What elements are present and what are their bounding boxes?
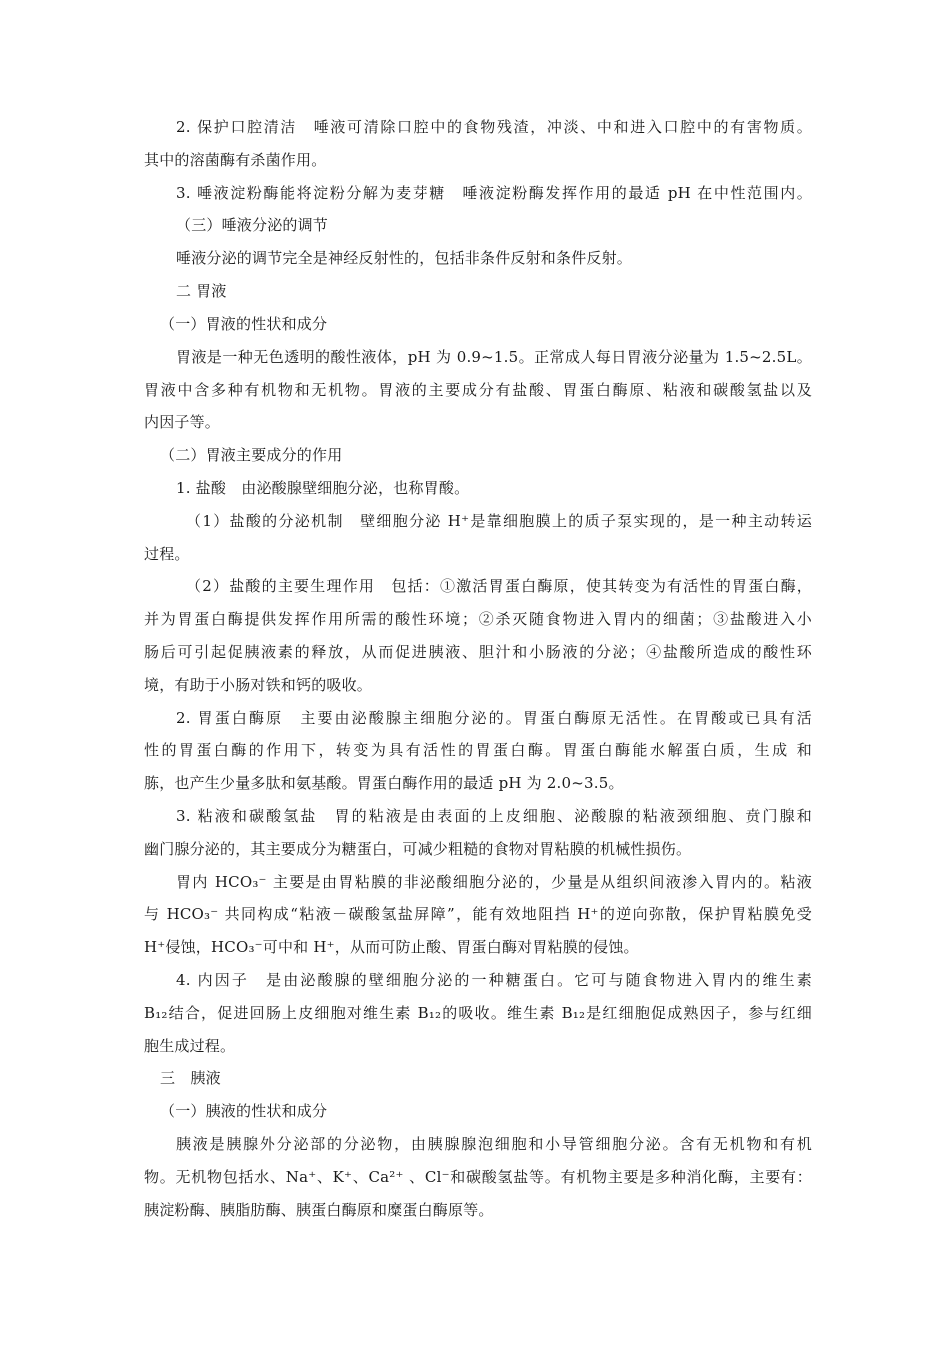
paragraph-line: 2. 胃蛋白酶原 主要由泌酸腺主细胞分泌的。胃蛋白酶原无活性。在胃酸或已具有活 <box>176 709 812 727</box>
paragraph-line: 3. 粘液和碳酸氢盐 胃的粘液是由表面的上皮细胞、泌酸腺的粘液颈细胞、贲门腺和 <box>176 807 812 825</box>
section-heading: （三）唾液分泌的调节 <box>176 216 329 234</box>
paragraph-line: 2. 保护口腔清洁 唾液可清除口腔中的食物残渣，冲淡、中和进入口腔中的有害物质。 <box>176 118 812 136</box>
paragraph-line: 境，有助于小肠对铁和钙的吸收。 <box>144 676 373 694</box>
paragraph-line: H⁺侵蚀，HCO₃⁻可中和 H⁺，从而可防止酸、胃蛋白酶对胃粘膜的侵蚀。 <box>144 938 639 956</box>
paragraph-line: 胨，也产生少量多肽和氨基酸。胃蛋白酶作用的最适 pH 为 2.0~3.5。 <box>144 774 624 792</box>
paragraph-line: 物。无机物包括水、Na⁺、K⁺、Ca²⁺ 、Cl⁻和碳酸氢盐等。有机物主要是多种消化酶，主要有： <box>144 1168 812 1186</box>
paragraph-line: 性的胃蛋白酶的作用下，转变为具有活性的胃蛋白酶。胃蛋白酶能水解蛋白质，生成 和 <box>144 741 812 759</box>
paragraph-line: 胰淀粉酶、胰脂肪酶、胰蛋白酶原和糜蛋白酶原等。 <box>144 1201 494 1219</box>
paragraph-line: （2）盐酸的主要生理作用 包括：①激活胃蛋白酶原，使其转变为有活性的胃蛋白酶， <box>186 577 812 595</box>
paragraph-line: （1）盐酸的分泌机制 壁细胞分泌 H⁺是靠细胞膜上的质子泵实现的，是一种主动转运 <box>186 512 812 530</box>
paragraph-line: 内因子等。 <box>144 413 221 431</box>
paragraph-line: 1. 盐酸 由泌酸腺壁细胞分泌，也称胃酸。 <box>176 479 470 497</box>
paragraph-line: 胃内 HCO₃⁻ 主要是由胃粘膜的非泌酸细胞分泌的，少量是从组织间液渗入胃内的。粘液 <box>176 873 812 891</box>
paragraph-line: B₁₂结合，促进回肠上皮细胞对维生素 B₁₂的吸收。维生素 B₁₂是红细胞促成熟因子，参与红细 <box>144 1004 812 1022</box>
section-heading: 三 胰液 <box>160 1069 221 1087</box>
paragraph-line: 3. 唾液淀粉酶能将淀粉分解为麦芽糖 唾液淀粉酶发挥作用的最适 pH 在中性范围内。 <box>176 184 812 202</box>
paragraph-line: 并为胃蛋白酶提供发挥作用所需的酸性环境；②杀灭随食物进入胃内的细菌；③盐酸进入小 <box>144 610 812 628</box>
paragraph-line: 胃液中含多种有机物和无机物。胃液的主要成分有盐酸、胃蛋白酶原、粘液和碳酸氢盐以及 <box>144 381 812 399</box>
section-heading: （一）胰液的性状和成分 <box>160 1102 328 1120</box>
section-heading: 二 胃液 <box>176 282 227 300</box>
paragraph-line: 胰液是胰腺外分泌部的分泌物，由胰腺腺泡细胞和小导管细胞分泌。含有无机物和有机 <box>176 1135 812 1153</box>
paragraph-line: 其中的溶菌酶有杀菌作用。 <box>144 151 327 169</box>
paragraph-line: 幽门腺分泌的，其主要成分为糖蛋白，可减少粗糙的食物对胃粘膜的机械性损伤。 <box>144 840 692 858</box>
paragraph-line: 唾液分泌的调节完全是神经反射性的，包括非条件反射和条件反射。 <box>176 249 633 267</box>
paragraph-line: 4. 内因子 是由泌酸腺的壁细胞分泌的一种糖蛋白。它可与随食物进入胃内的维生素 <box>176 971 812 989</box>
paragraph-line: 胃液是一种无色透明的酸性液体，pH 为 0.9~1.5。正常成人每日胃液分泌量为 1.5~2.5L。 <box>176 348 812 366</box>
paragraph-line: 过程。 <box>144 545 190 563</box>
paragraph-line: 胞生成过程。 <box>144 1037 236 1055</box>
paragraph-line: 与 HCO₃⁻ 共同构成“粘液－碳酸氢盐屏障”，能有效地阻挡 H⁺的逆向弥散，保护胃粘膜免受 <box>144 905 812 923</box>
paragraph-line: 肠后可引起促胰液素的释放，从而促进胰液、胆汁和小肠液的分泌；④盐酸所造成的酸性环 <box>144 643 812 661</box>
section-heading: （一）胃液的性状和成分 <box>160 315 328 333</box>
section-heading: （二）胃液主要成分的作用 <box>160 446 343 464</box>
